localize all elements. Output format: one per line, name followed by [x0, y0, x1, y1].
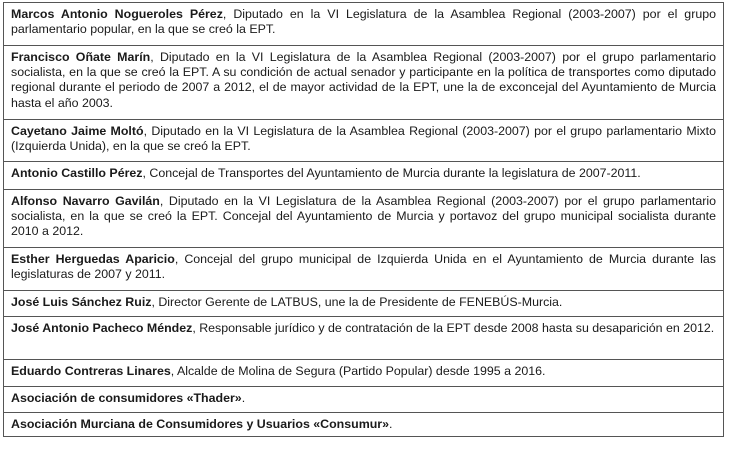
table-row — [3, 190, 724, 248]
participant-description: , Diputado en la VI Legislatura de la Asamblea Regional (2003-2007) por el grupo parlamentario socialista, en la que se creó la EPT. Concejal del Ayuntamiento de Murcia y portavoz del grupo municipal socialista durante 2010 a 2012. — [11, 194, 716, 239]
table-row — [3, 3, 724, 46]
participant-name: José Antonio Pacheco Méndez — [11, 321, 193, 335]
participant-name: Eduardo Contreras Linares — [11, 364, 171, 378]
participant-name: Esther Herguedas Aparicio — [11, 252, 175, 266]
participant-name: Asociación Murciana de Consumidores y Usuarios «Consumur» — [11, 417, 390, 431]
participant-description: , Diputado en la VI Legislatura de la Asamblea Regional (2003-2007) por el grupo parlamentario socialista, en la que se creó la EPT. A su condición de actual senador y participante en la política de transportes como diputado regional durante el periodo de 2007 a 2012, el de mayor actividad de la EPT, une la de exconcejal del Ayuntamiento de Murcia hasta el año 2003. — [11, 50, 716, 110]
participant-name: Marcos Antonio Nogueroles Pérez — [11, 7, 223, 21]
table-row — [3, 248, 724, 291]
participant-name: Antonio Castillo Pérez — [11, 166, 143, 180]
participant-description: , Director Gerente de LATBUS, une la de Presidente de FENEBÚS-Murcia. — [151, 295, 563, 309]
participant-description: . — [241, 391, 246, 405]
participant-description: . — [389, 417, 393, 431]
participant-name: Francisco Oñate Marín — [11, 50, 151, 64]
table-row — [3, 120, 724, 162]
table-row — [3, 291, 724, 317]
table-row — [3, 360, 724, 387]
participant-description: , Diputado en la VI Legislatura de la Asamblea Regional (2003-2007) por el grupo parlamentario popular, en la que se creó la EPT. — [11, 7, 716, 37]
table-row — [3, 46, 724, 120]
participant-description: , Concejal del grupo municipal de Izquierda Unida en el Ayuntamiento de Murcia durante las legislaturas de 2007 y 2011. — [11, 252, 716, 282]
participants-table — [3, 2, 724, 437]
participant-name: Alfonso Navarro Gavilán — [11, 194, 160, 208]
table-row — [3, 317, 724, 360]
participant-description: , Diputado en la VI Legislatura de la Asamblea Regional (2003-2007) por el grupo parlamentario Mixto (Izquierda Unida), en la que se creó la EPT. — [11, 124, 716, 154]
participant-description: , Responsable jurídico y de contratación de la EPT desde 2008 hasta su desaparición en 2012. — [192, 321, 715, 335]
participant-name: Cayetano Jaime Moltó — [11, 124, 144, 138]
participant-description: , Concejal de Transportes del Ayuntamiento de Murcia durante la legislatura de 2007-2011. — [142, 166, 641, 180]
table-row — [3, 413, 724, 437]
participant-name: Asociación de consumidores «Thader» — [11, 391, 242, 405]
participant-name: José Luis Sánchez Ruiz — [11, 295, 152, 309]
table-row — [3, 162, 724, 190]
table-row — [3, 387, 724, 413]
participant-description: , Alcalde de Molina de Segura (Partido Popular) desde 1995 a 2016. — [170, 364, 546, 378]
